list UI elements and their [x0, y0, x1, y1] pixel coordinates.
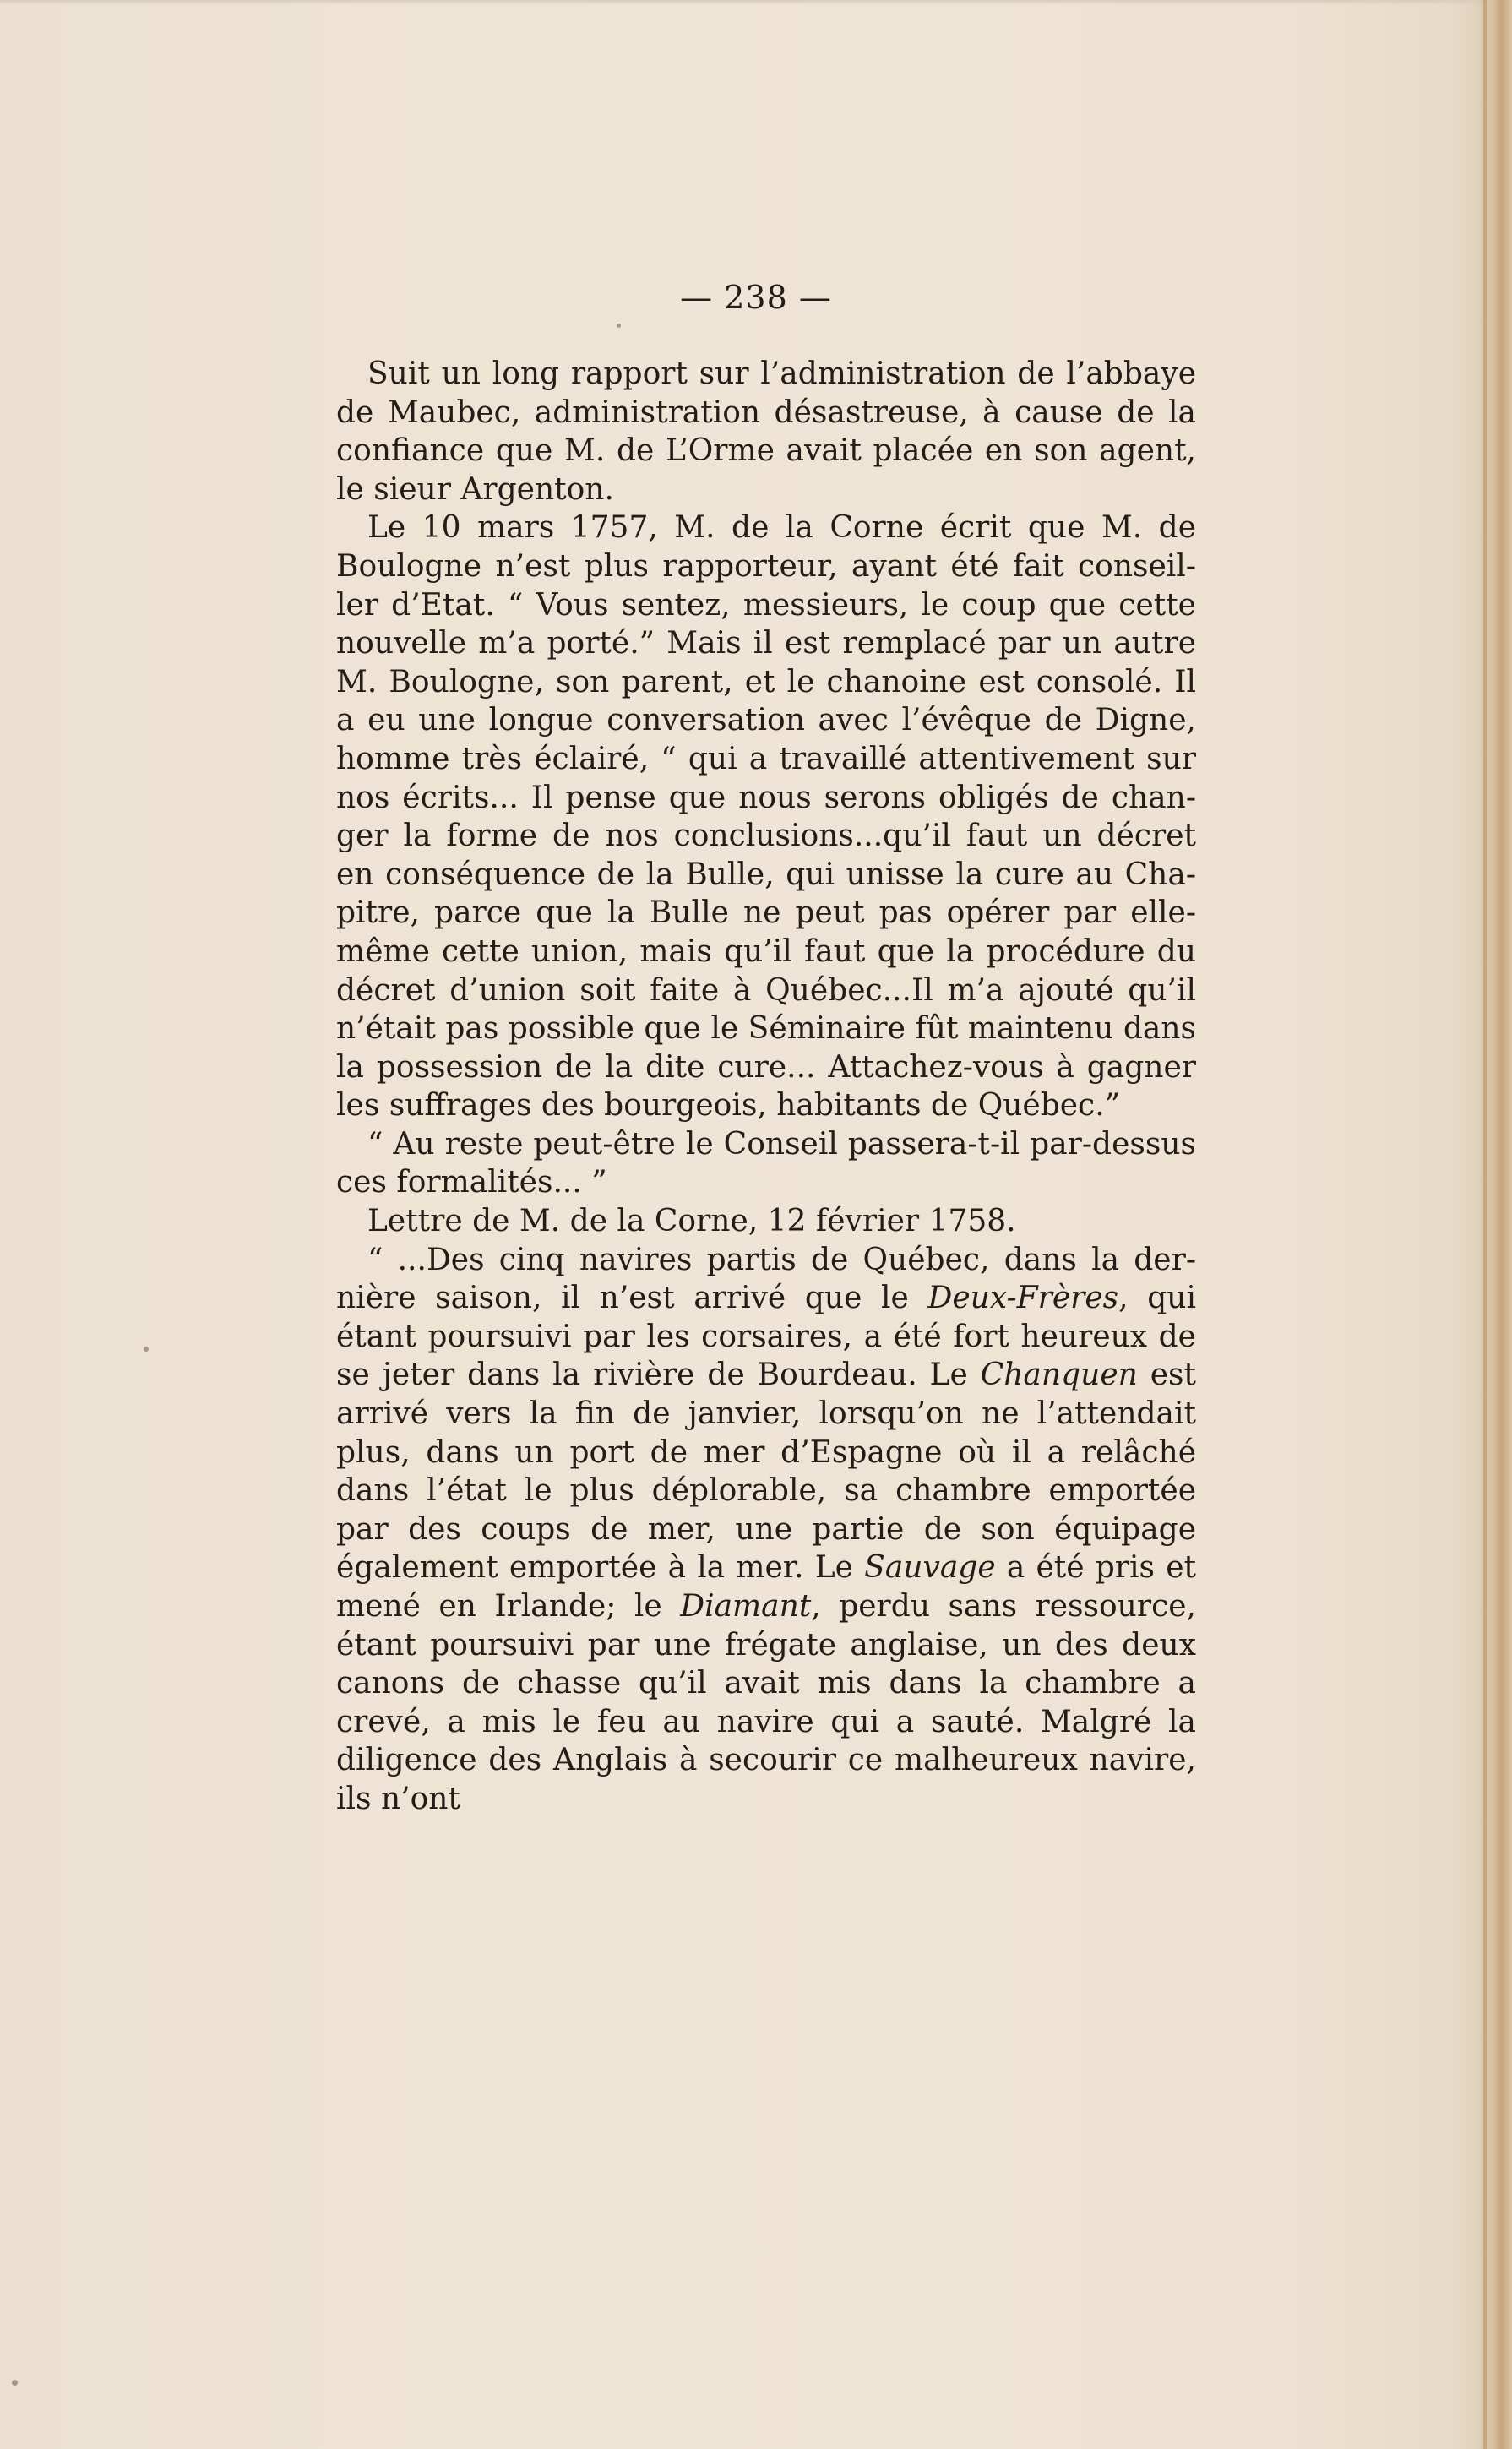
- paper-speck: [617, 324, 621, 328]
- paragraph: [336, 1241, 1196, 1819]
- paragraph: [336, 509, 1196, 1125]
- text-run: Suit un long rapport sur l’administration de l’abbaye de Maubec, administration désastreuse, à cause de la confiance que M. de L’Orme avait placée en son agent, le sieur Argenton.: [336, 356, 1196, 507]
- page-top-edge: [0, 0, 1487, 5]
- text-run: Le 10 mars 1757, M. de la Corne écrit que M. de Boulogne n’est plus rapporteur, ayant été fait conseiller d’Etat. “ Vous sentez, messieurs, le coup que cette nouvelle m’a porté.” Mais il est remplacé par un autre M. Boulogne, son parent, et le chanoine est consolé. Il a eu une longue conversation avec l’évêque de Digne, homme très éclairé, “ qui a travaillé attentivement sur nos écrits... Il pense que nous serons obligés de changer la forme de nos conclusions...qu’il faut un décret en conséquence de la Bulle, qui unisse la cure au Chapitre, parce que la Bulle ne peut pas opérer par elle-même cette union, mais qu’il faut que la procédure du décret d’union soit faite à Québec...Il m’a ajouté qu’il n’était pas possible que le Séminaire fût maintenu dans la possession de la dite cure... Attachez-vous à gagner les suffrages des bourgeois, habitants de Québec.”: [336, 510, 1196, 1124]
- ship-name: Diamant: [680, 1589, 812, 1624]
- ship-name: Chanquen: [980, 1358, 1138, 1393]
- ship-name: Sauvage: [864, 1550, 996, 1586]
- text-run: , qui étant poursuivi par les corsaires, a été fort heureux de se jeter dans la rivière de Bourdeau. Le: [336, 1281, 1196, 1393]
- paragraph: [336, 355, 1196, 509]
- paper-speck: [144, 1347, 149, 1352]
- paper-speck: [12, 2380, 18, 2386]
- paragraph: [336, 1202, 1196, 1241]
- text-run: est arrivé vers la fin de janvier, lorsqu’on ne l’attendait plus, dans un port de mer d’Espagne où il a relâché dans l’état le plus déplorable, sa chambre emportée par des coups de mer, une partie de son équipage également emportée à la mer. Le: [336, 1358, 1196, 1586]
- page-number: — 238 —: [680, 279, 832, 316]
- text-run: a été pris et mené en Irlande; le: [336, 1550, 1196, 1624]
- body-text: [336, 355, 1196, 1819]
- paragraph: [336, 1125, 1196, 1202]
- page-right-edge-line: [1483, 0, 1487, 2449]
- text-run: Lettre de M. de la Corne, 12 février 1758.: [367, 1204, 1016, 1239]
- ship-name: Deux-Frères: [927, 1281, 1119, 1316]
- text-run: “ Au reste peut-être le Conseil passera-t-il par-dessus ces formalités... ”: [336, 1126, 1196, 1200]
- text-run: , perdu sans ressource, étant poursuivi par une frégate anglaise, un des deux canons de chasse qu’il avait mis dans la chambre a crevé, a mis le feu au navire qui a sauté. Malgré la diligence des Anglais à secourir ce malheureux navire, ils n’ont: [336, 1589, 1196, 1816]
- page-right-edge-shadow: [1477, 0, 1512, 2449]
- text-run: “ ...Des cinq navires partis de Québec, dans la dernière saison, il n’est arrivé que le: [336, 1242, 1196, 1316]
